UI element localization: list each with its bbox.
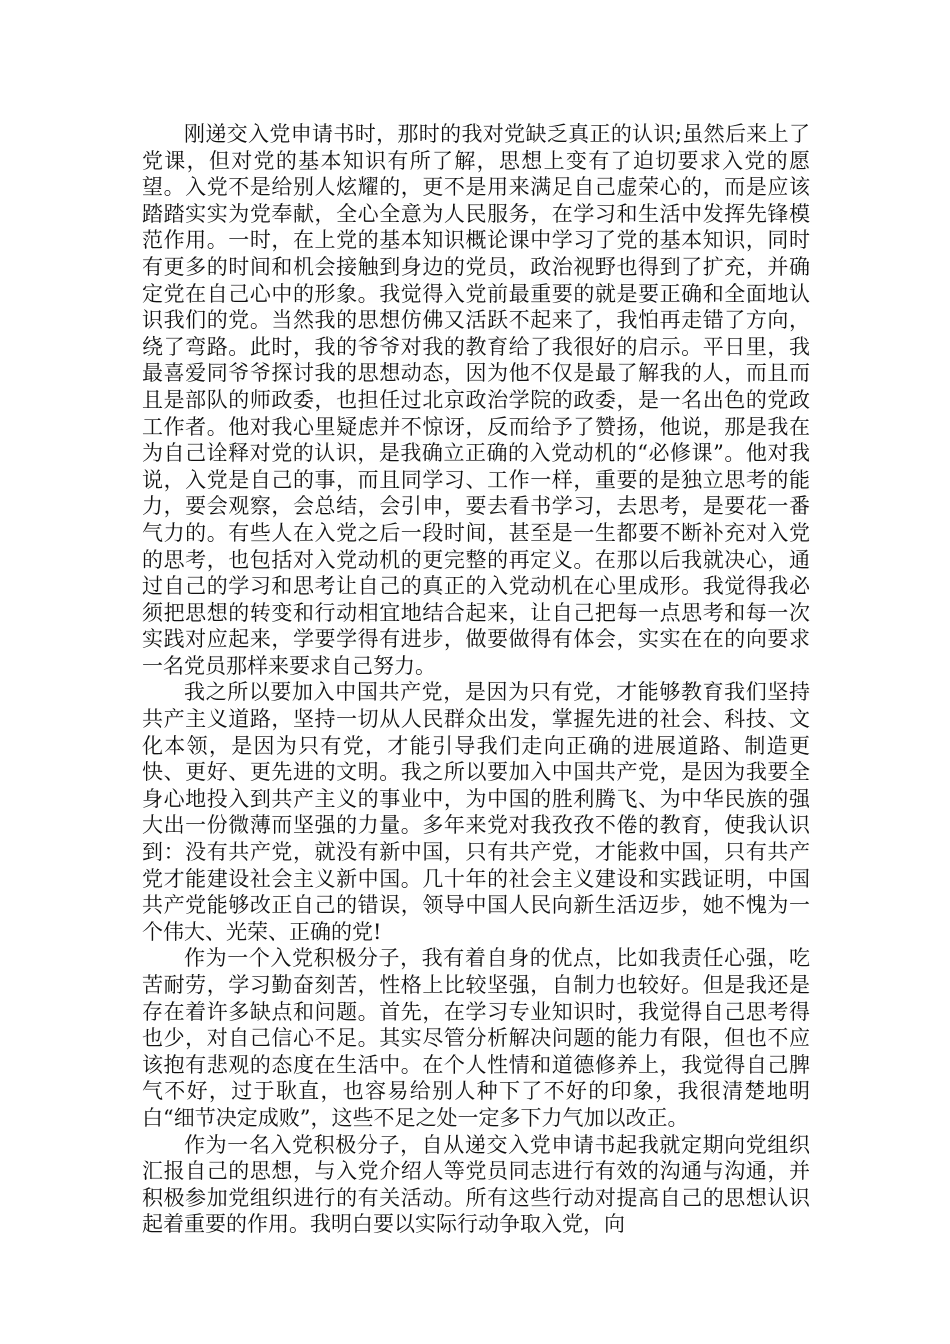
paragraph-3: 作为一个入党积极分子，我有着自身的优点，比如我责任心强，吃苦耐劳，学习勤奋刻苦，性格上比较坚强，自制力也较好。但是我还是存在着许多缺点和问题。首先，在学习专业知识时，我觉得自己思考得也少，对自己信心不足。其实尽管分析解决问题的能力有限，但也不应该抱有悲观的态度在生活中。在个人性情和道德修养上，我觉得自己脾气不好，过于耿直，也容易给别人种下了不好的印象，我很清楚地明白“细节决定成败”，这些不足之处一定多下力气加以改正。	[142, 946, 810, 1130]
paragraph-4: 作为一名入党积极分子，自从递交入党申请书起我就定期向党组织汇报自己的思想，与入党介绍人等党员同志进行有效的沟通与沟通，并积极参加党组织进行的有关活动。所有这些行动对提高自己的思想认识起着重要的作用。我明白要以实际行动争取入党，向	[142, 1132, 810, 1237]
paragraph-2: 我之所以要加入中国共产党，是因为只有党，才能够教育我们坚持共产主义道路，坚持一切从人民群众出发，掌握先进的社会、科技、文化本领，是因为只有党，才能引导我们走向正确的进展道路、制造更快、更好、更先进的文明。我之所以要加入中国共产党，是因为我要全身心地投入到共产主义的事业中，为中国的胜利腾飞、为中华民族的强大出一份微薄而坚强的力量。多年来党对我孜孜不倦的教育，使我认识到：没有共产党，就没有新中国，只有共产党，才能救中国，只有共产党才能建设社会主义新中国。几十年的社会主义建设和实践证明，中国共产党能够改正自己的错误，领导中国人民向新生活迈步，她不愧为一个伟大、光荣、正确的党!	[142, 680, 810, 944]
paragraph-1: 刚递交入党申请书时，那时的我对党缺乏真正的认识;虽然后来上了党课，但对党的基本知识有所了解，思想上变有了迫切要求入党的愿望。入党不是给别人炫耀的，更不是用来满足自己虚荣心的，而是应该踏踏实实为党奉献，全心全意为人民服务，在学习和生活中发挥先锋模范作用。一时，在上党的基本知识概论课中学习了党的基本知识，同时有更多的时间和机会接触到身边的党员，政治视野也得到了扩充，并确定党在自己心中的形象。我觉得入党前最重要的就是要正确和全面地认识我们的党。当然我的思想仿佛又活跃不起来了，我怕再走错了方向，绕了弯路。此时，我的爷爷对我的教育给了我很好的启示。平日里，我最喜爱同爷爷探讨我的思想动态，因为他不仅是最了解我的人，而且而且是部队的师政委，也担任过北京政治学院的政委，是一名出色的党政工作者。他对我心里疑虑并不惊讶，反而给予了赞扬，他说，那是我在为自己诠释对党的认识，是我确立正确的入党动机的“必修课”。他对我说，入党是自己的事，而且同学习、工作一样，重要的是独立思考的能力，要会观察，会总结，会引申，要去看书学习，去思考，是要花一番气力的。有些人在入党之后一段时间，甚至是一生都要不断补充对入党的思考，也包括对入党动机的更完整的再定义。在那以后我就决心，通过自己的学习和思考让自己的真正的入党动机在心里成形。我觉得我必须把思想的转变和行动相宜地结合起来，让自己把每一点思考和每一次实践对应起来，学要学得有进步，做要做得有体会，实实在在的向要求一名党员那样来要求自己努力。	[142, 122, 810, 678]
document-body	[142, 121, 810, 1238]
